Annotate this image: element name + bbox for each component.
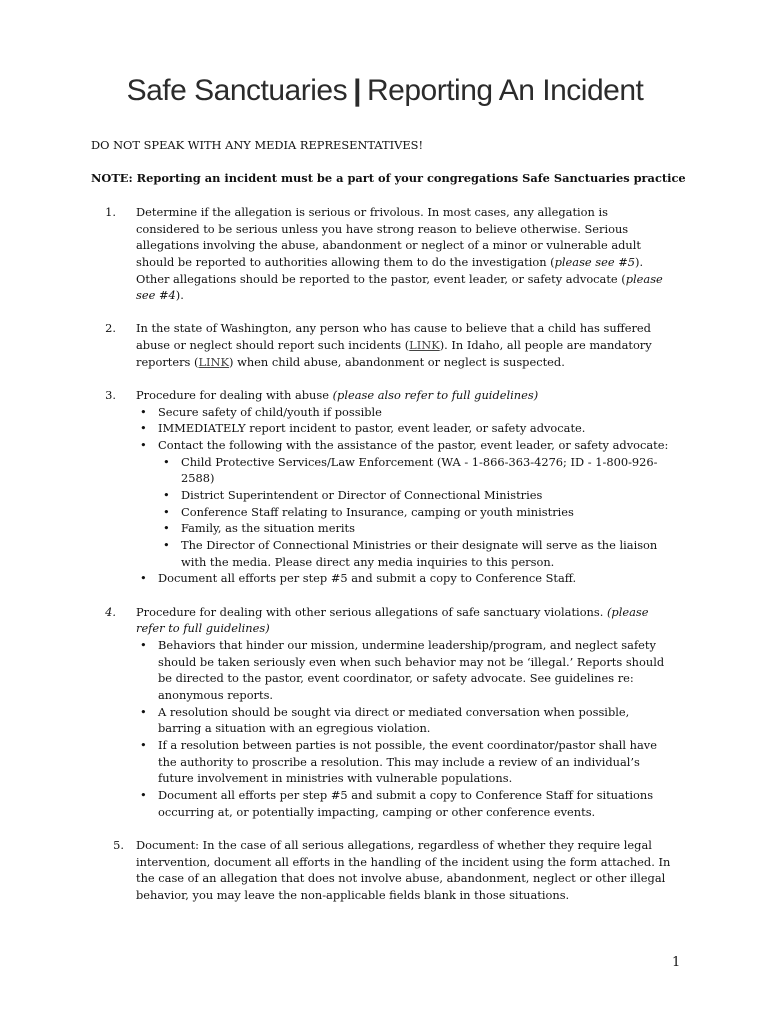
item-1-line: Other allegations should be reported to the pastor, event leader, or safety advocate (please — [136, 272, 663, 286]
bullet-icon: • — [140, 438, 147, 452]
item-4-bullet: barring a situation with an egregious violation. — [158, 721, 431, 735]
bullet-icon: • — [140, 788, 147, 802]
item-3-sub-bullet: Conference Staff relating to Insurance, camping or youth ministries — [181, 505, 574, 519]
item-2-line: reporters (LINK) when child abuse, abandonment or neglect is suspected. — [136, 355, 565, 369]
item-4-bullet: Document all efforts per step #5 and submit a copy to Conference Staff for situations — [158, 788, 654, 802]
item-3-bullet: Contact the following with the assistance of the pastor, event leader, or safety advocate: — [158, 438, 669, 452]
item-4-bullet: be directed to the pastor, event coordinator, or safety advocate. See guidelines re: — [158, 671, 634, 685]
item-3-sub-bullet: District Superintendent or Director of Connectional Ministries — [181, 488, 543, 502]
bullet-icon: • — [163, 521, 170, 535]
item-3-bullet: Document all efforts per step #5 and submit a copy to Conference Staff. — [158, 571, 577, 585]
item-4-bullet: anonymous reports. — [158, 688, 274, 702]
item-1-number: 1. — [105, 205, 116, 219]
title-left: Safe Sanctuaries — [126, 74, 348, 107]
item-1-line: considered to be serious unless you have strong reason to believe otherwise. Serious — [136, 222, 629, 236]
bullet-icon: • — [140, 705, 147, 719]
item-2-line: In the state of Washington, any person who has cause to believe that a child has suffered — [136, 321, 651, 335]
title-right: Reporting An Incident — [367, 74, 644, 107]
bullet-icon: • — [140, 421, 147, 435]
page-title — [0, 74, 770, 108]
bullet-icon: • — [140, 571, 147, 585]
item-3-sub-bullet: Family, as the situation merits — [181, 521, 355, 535]
item-3-number: 3. — [105, 388, 116, 402]
bullet-icon: • — [163, 455, 170, 469]
item-4-heading: refer to full guidelines) — [136, 621, 270, 635]
idaho-report-link[interactable]: LINK — [198, 355, 230, 369]
item-3-bullet: Secure safety of child/youth if possible — [158, 405, 382, 419]
item-5-number: 5. — [113, 838, 124, 852]
note: NOTE: Reporting an incident must be a part of your congregations Safe Sanctuaries practice — [91, 171, 686, 185]
item-3-sub-bullet: The Director of Connectional Ministries or their designate will serve as the liaison — [181, 538, 658, 552]
item-1-line: Determine if the allegation is serious or frivolous. In most cases, any allegation is — [136, 205, 608, 219]
item-3-sub-bullet: with the media. Please direct any media inquiries to this person. — [181, 555, 555, 569]
item-3-bullet: IMMEDIATELY report incident to pastor, event leader, or safety advocate. — [158, 421, 586, 435]
item-4-bullet: future involvement in ministries with vulnerable populations. — [158, 771, 513, 785]
page-number: 1 — [672, 955, 681, 970]
item-3-sub-bullet: Child Protective Services/Law Enforcement (WA - 1-866-363-4276; ID - 1-800-926- — [181, 455, 658, 469]
item-2-number: 2. — [105, 321, 116, 335]
item-4-bullet: the authority to proscribe a resolution. This may include a review of an individual’s — [158, 755, 640, 769]
item-1-line: should be reported to authorities allowing them to do the investigation (please see #5). — [136, 255, 644, 269]
item-5-line: intervention, document all efforts in the handling of the incident using the form attached. In — [136, 855, 671, 869]
item-3-sub-bullet: 2588) — [181, 471, 215, 485]
wa-report-link[interactable]: LINK — [409, 338, 440, 352]
bullet-icon: • — [140, 638, 147, 652]
item-4-number: 4. — [105, 605, 116, 619]
bullet-icon: • — [140, 738, 147, 752]
item-4-heading: Procedure for dealing with other serious allegations of safe sanctuary violations. (please — [136, 605, 649, 619]
item-1-line: see #4). — [136, 288, 184, 302]
item-5-line: the case of an allegation that does not involve abuse, abandonment, neglect or other illegal — [136, 871, 666, 885]
title-separator: | — [353, 74, 361, 107]
bullet-icon: • — [163, 505, 170, 519]
item-5-line: Document: In the case of all serious allegations, regardless of whether they require legal — [136, 838, 652, 852]
item-4-bullet: Behaviors that hinder our mission, undermine leadership/program, and neglect safety — [158, 638, 656, 652]
item-2-line: abuse or neglect should report such incidents (LINK). In Idaho, all people are mandatory — [136, 338, 652, 352]
item-5-line: behavior, you may leave the non-applicable fields blank in those situations. — [136, 888, 570, 902]
item-1-line: allegations involving the abuse, abandonment or neglect of a minor or vulnerable adult — [136, 238, 641, 252]
bullet-icon: • — [140, 405, 147, 419]
item-4-bullet: If a resolution between parties is not possible, the event coordinator/pastor shall have — [158, 738, 657, 752]
bullet-icon: • — [163, 538, 170, 552]
item-4-bullet: occurring at, or potentially impacting, camping or other conference events. — [158, 805, 596, 819]
bullet-icon: • — [163, 488, 170, 502]
item-4-bullet: A resolution should be sought via direct or mediated conversation when possible, — [158, 705, 630, 719]
media-warning: DO NOT SPEAK WITH ANY MEDIA REPRESENTATIVES! — [91, 138, 424, 152]
item-4-bullet: should be taken seriously even when such behavior may not be ‘illegal.’ Reports should — [158, 655, 665, 669]
item-3-heading: Procedure for dealing with abuse (please also refer to full guidelines) — [136, 388, 539, 402]
